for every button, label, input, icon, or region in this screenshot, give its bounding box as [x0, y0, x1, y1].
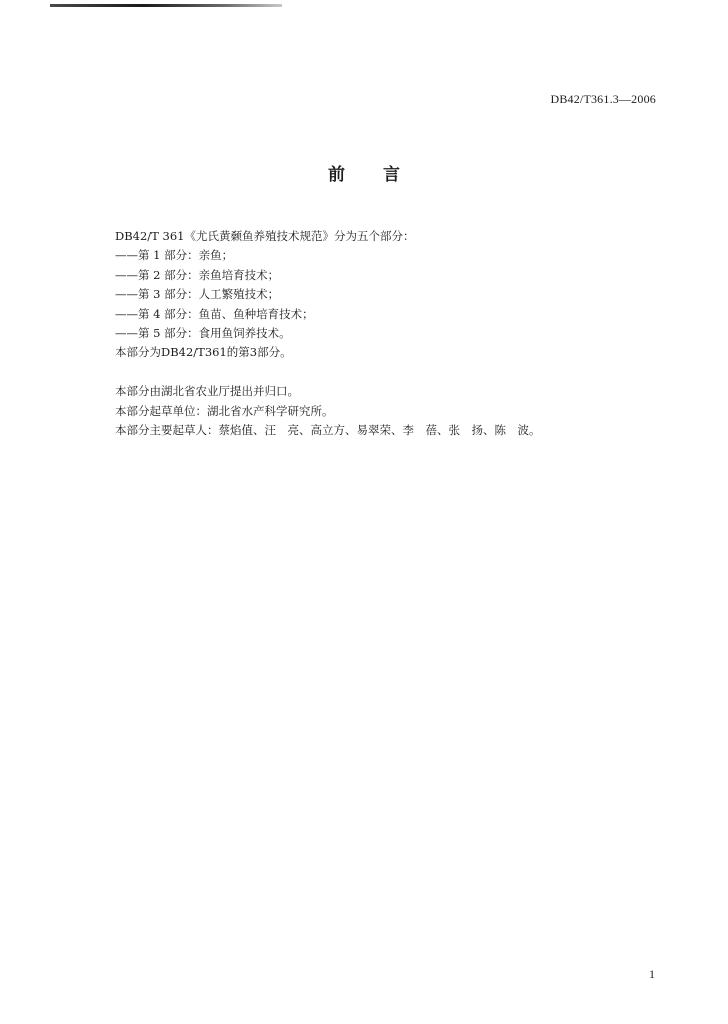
drafting-unit-line: 本部分起草单位：湖北省水产科学研究所。 [115, 403, 334, 418]
scan-edge-mark [50, 4, 282, 7]
proposed-by-line: 本部分由湖北省农业厅提出并归口。 [115, 384, 299, 399]
part-list-item-4: ——第 4 部分：鱼苗、鱼种培育技术； [115, 306, 314, 321]
foreword-intro: DB42/T 361《尤氏黄颡鱼养殖技术规范》分为五个部分： [115, 229, 415, 243]
part-list-item-1: ——第 1 部分：亲鱼； [115, 248, 234, 263]
drafters-line: 本部分主要起草人：蔡焰值、汪 亮、高立方、易翠荣、李 蓓、张 扬、陈 波。 [115, 422, 541, 437]
this-part-statement: 本部分为DB42/T361的第3部分。 [115, 345, 292, 360]
page-number: 1 [649, 967, 655, 981]
page-title: 前言 [328, 165, 438, 185]
part-list-item-2: ——第 2 部分：亲鱼培育技术； [115, 267, 280, 282]
document-code: DB42/T361.3—2006 [550, 92, 656, 106]
paragraph-spacer [115, 363, 615, 382]
foreword-body [115, 227, 615, 440]
part-list-item-5: ——第 5 部分：食用鱼饲养技术。 [115, 325, 291, 340]
part-list-item-3: ——第 3 部分：人工繁殖技术； [115, 287, 280, 302]
